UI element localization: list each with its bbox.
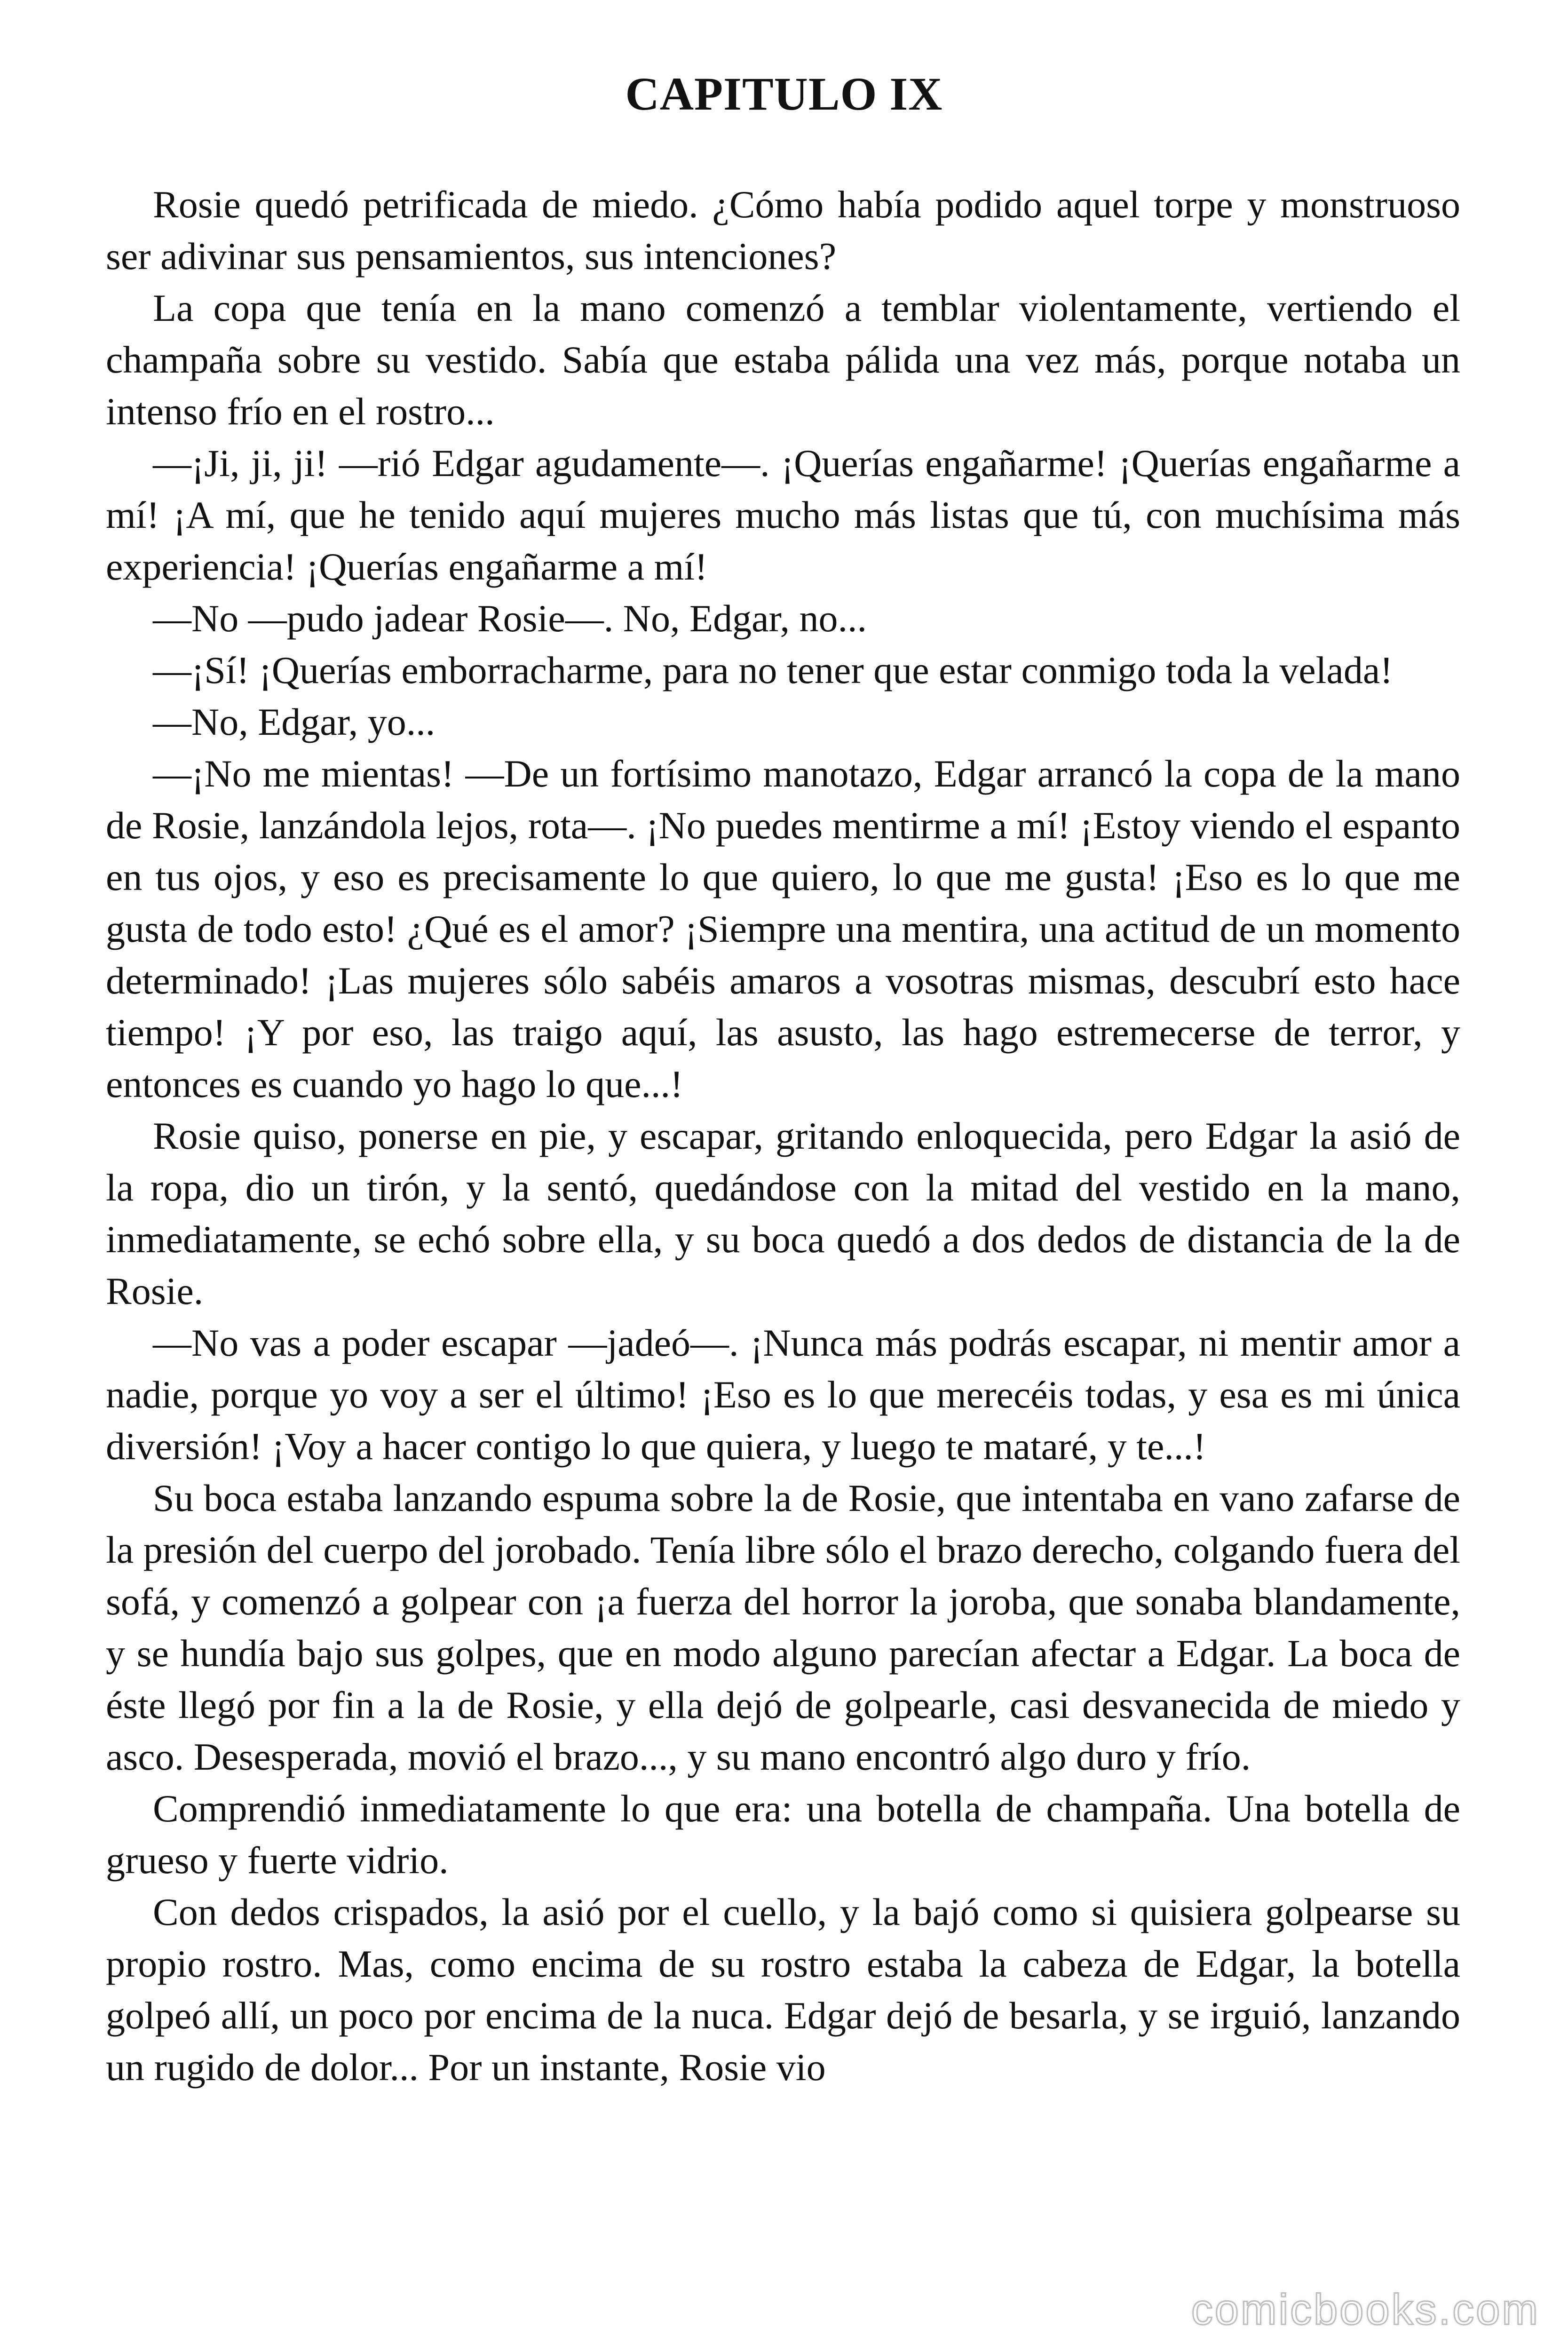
paragraph: Comprendió inmediatamente lo que era: una botella de champaña. Una botella de grueso y fuerte vidrio. [106, 1787, 1460, 1882]
paragraph: Con dedos crispados, la asió por el cuello, y la bajó como si quisiera golpearse su propio rostro. Mas, como encima de su rostro estaba la cabeza de Edgar, la botella golpeó allí, un poco por encima de la nuca. Edgar dejó de besarla, y se irguió, lanzando un rugido de dolor... Por un instante, Rosie vio [106, 1891, 1460, 2089]
paragraph: —¡No me mientas! —De un fortísimo manotazo, Edgar arrancó la copa de la mano de Rosie, lanzándola lejos, rota—. ¡No puedes mentirme a mí! ¡Estoy viendo el espanto en tus ojos, y eso es precisamente lo que quiero, lo que me gusta! ¡Eso es lo que me gusta de todo esto! ¿Qué es el amor? ¡Siempre una mentira, una actitud de un momento determinado! ¡Las mujeres sólo sabéis amaros a vosotras mismas, descubrí esto hace tiempo! ¡Y por eso, las traigo aquí, las asusto, las hago estremecerse de terror, y entonces es cuando yo hago lo que...! [106, 752, 1460, 1105]
paragraph: —¡Sí! ¡Querías emborracharme, para no tener que estar conmigo toda la velada! [153, 649, 1393, 691]
paragraph: —¡Ji, ji, ji! —rió Edgar agudamente—. ¡Querías engañarme! ¡Querías engañarme a mí! ¡A mí, que he tenido aquí mujeres mucho más listas que tú, con muchísima más experiencia! ¡Querías engañarme a mí! [106, 442, 1460, 588]
paragraph: La copa que tenía en la mano comenzó a temblar violentamente, vertiendo el champaña sobre su vestido. Sabía que estaba pálida una vez más, porque notaba un intenso frío en el rostro... [106, 286, 1460, 433]
paragraph: Rosie quedó petrificada de miedo. ¿Cómo había podido aquel torpe y monstruoso ser adivinar sus pensamientos, sus intenciones? [106, 183, 1460, 278]
paragraph: —No —pudo jadear Rosie—. No, Edgar, no... [153, 597, 867, 640]
watermark: comicbooks.com [1191, 2286, 1540, 2334]
paragraph: Su boca estaba lanzando espuma sobre la de Rosie, que intentaba en vano zafarse de la presión del cuerpo del jorobado. Tenía libre sólo el brazo derecho, colgando fuera del sofá, y comenzó a golpear con ¡a fuerza del horror la joroba, que sonaba blandamente, y se hundía bajo sus golpes, que en modo alguno parecían afectar a Edgar. La boca de éste llegó por fin a la de Rosie, y ella dejó de golpearle, casi desvanecida de miedo y asco. Desesperada, movió el brazo..., y su mano encontró algo duro y frío. [106, 1477, 1460, 1778]
chapter-text [106, 179, 1460, 2093]
paragraph: Rosie quiso, ponerse en pie, y escapar, gritando enloquecida, pero Edgar la asió de la ropa, dio un tirón, y la sentó, quedándose con la mitad del vestido en la mano, inmediatamente, se echó sobre ella, y su boca quedó a dos dedos de distancia de la de Rosie. [106, 1114, 1460, 1312]
paragraph: —No vas a poder escapar —jadeó—. ¡Nunca más podrás escapar, ni mentir amor a nadie, porque yo voy a ser el último! ¡Eso es lo que merecéis todas, y esa es mi única diversión! ¡Voy a hacer contigo lo que quiera, y luego te mataré, y te...! [106, 1321, 1460, 1468]
chapter-title: CAPITULO IX [625, 68, 943, 120]
paragraph: —No, Edgar, yo... [153, 700, 436, 743]
